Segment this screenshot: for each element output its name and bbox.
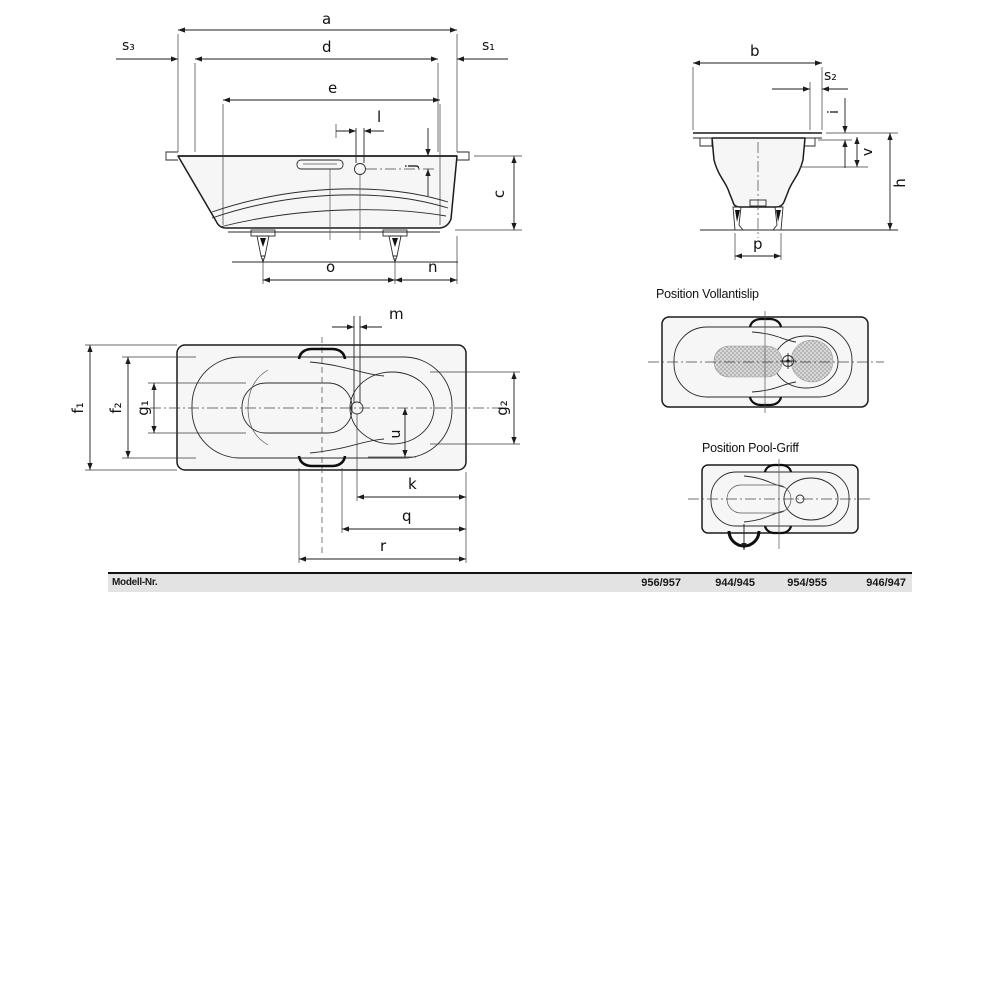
spec-table (108, 572, 912, 592)
side-view (116, 10, 522, 284)
dim-s3 (116, 38, 178, 59)
dim-b (693, 42, 822, 130)
dim-v (800, 137, 876, 167)
antislip-strip (714, 346, 782, 377)
vollantislip-title: Position Vollantislip (656, 287, 759, 301)
dim-label-n: n (428, 258, 438, 276)
dim-d (195, 38, 438, 152)
dim-label-r: r (380, 537, 387, 555)
header-model: 954/955 (787, 577, 827, 589)
dim-label-g1: g₁ (134, 400, 152, 416)
dim-s2 (772, 68, 848, 130)
dim-label-b: b (750, 42, 760, 60)
dim-label-a: a (322, 10, 332, 28)
top-view (69, 305, 520, 563)
poolgriff-title: Position Pool-Griff (702, 441, 799, 455)
dim-label-s2: s₂ (824, 68, 837, 84)
dim-label-m: m (389, 305, 404, 323)
dim-a (178, 10, 457, 152)
dim-m (332, 305, 404, 327)
dim-label-s3: s₃ (122, 38, 135, 54)
dim-label-f2: f₂ (107, 402, 125, 414)
dim-label-u: u (388, 429, 404, 439)
dim-label-l: l (377, 108, 382, 126)
dim-q (342, 468, 466, 533)
header-label: Modell-Nr. (112, 577, 158, 588)
dim-c (455, 156, 522, 230)
antislip-circle (791, 340, 833, 382)
dim-label-o: o (326, 258, 336, 276)
dim-l (336, 108, 384, 138)
rim-tab-right (457, 152, 469, 160)
foot-left (251, 230, 275, 262)
dim-label-i: i (826, 110, 842, 114)
dim-o-n (263, 236, 457, 284)
rim-tab-left (166, 152, 178, 160)
dim-h (826, 133, 909, 230)
dim-p (735, 233, 781, 260)
dim-label-d: d (322, 38, 332, 56)
dim-label-g2: g₂ (493, 400, 511, 416)
dim-label-s1: s₁ (482, 38, 495, 54)
dim-label-q: q (402, 507, 412, 525)
poolgriff-view (688, 459, 872, 550)
header-model: 946/947 (866, 577, 906, 589)
foot-right (383, 230, 407, 262)
dim-label-v: v (860, 147, 876, 157)
dim-label-h: h (891, 178, 909, 188)
tub-outline (712, 138, 805, 207)
dim-label-e: e (328, 79, 338, 97)
end-view (693, 42, 909, 260)
dim-s1 (457, 38, 508, 59)
rim-tab-left (700, 138, 712, 146)
dim-label-p: p (753, 235, 763, 253)
header-model: 956/957 (641, 577, 681, 589)
dim-label-c: c (490, 189, 508, 199)
header-model: 944/945 (715, 577, 755, 589)
vollantislip-view (648, 311, 884, 413)
dim-label-k: k (408, 475, 417, 493)
dim-r (299, 468, 466, 563)
dim-label-j: j (404, 164, 420, 168)
dim-label-f1: f₁ (69, 402, 87, 414)
table-header-row (108, 572, 912, 592)
